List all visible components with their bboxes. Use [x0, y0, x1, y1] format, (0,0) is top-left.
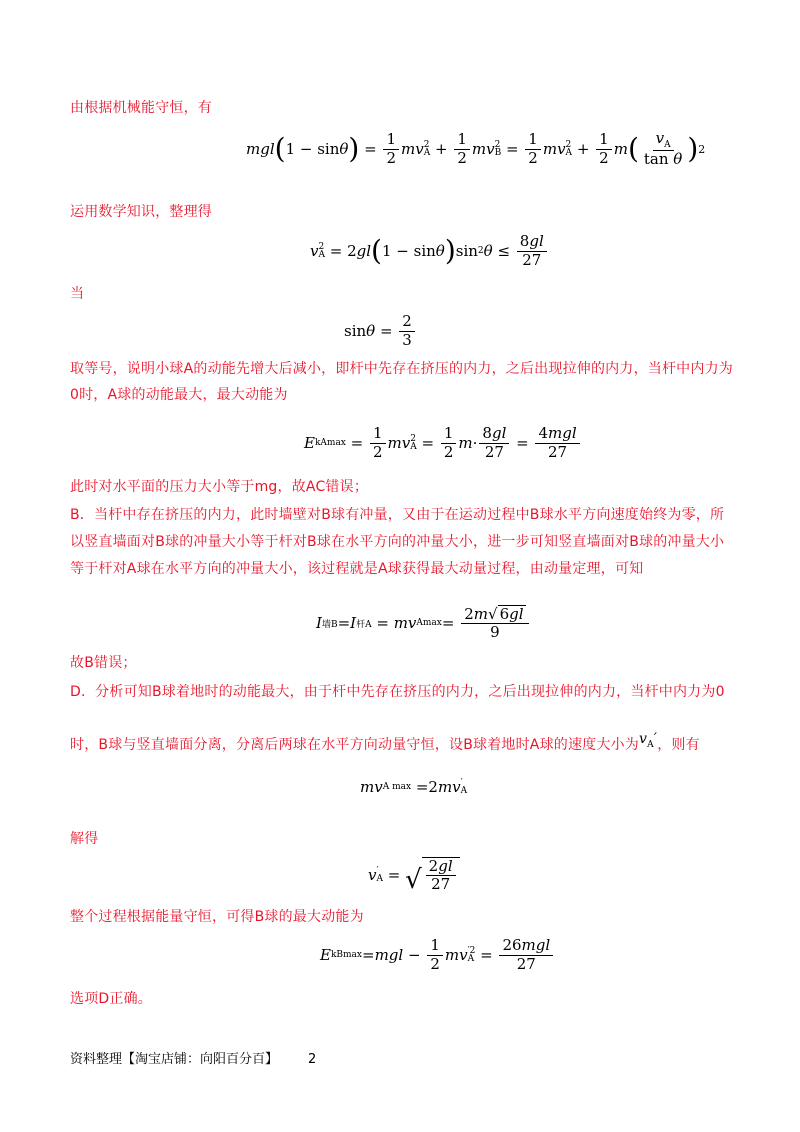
text-option-d-line2: 时，B球与竖直墙面分离，分离后两球在水平方向动量守恒，设B球着地时A球的速度大小为$v_A'$，则有: [70, 731, 700, 753]
equation-sin-theta: sin θ = $\frac{2}{3}$: [344, 308, 417, 354]
equation-va-prime: v ′ A = √ $\frac{2gl}{27}$: [368, 852, 460, 898]
equation-va-squared: v 2 A = 2 gl ( 1 − sin θ ) sin 2 θ ≤ $\frac{8gl}{27}$: [310, 228, 549, 274]
text-max-kinetic-b: 整个过程根据能量守恒，可得B球的最大动能为: [70, 909, 364, 925]
equation-ek-a-max: E kAmax = $\frac{1}{2}$ mv 2 A = $\frac{1}{2}$ m · $\frac{8gl}{27}$ = $\frac{\text{4mgl}}{27}$: [304, 420, 582, 466]
equation-impulse: I 墙B = I 杆A = mv Amax = 2m√ 6gl 9: [316, 600, 531, 646]
equation-momentum: mv A max =2 mv ′ A: [360, 777, 468, 796]
text-b-wrong: 故B错误；: [70, 655, 137, 671]
page-number: 2: [308, 1052, 317, 1067]
footer-source: 资料整理【淘宝店铺：向阳百分百】: [70, 1052, 279, 1067]
text-when: 当: [70, 286, 85, 302]
text-option-b: B．当杆中存在挤压的内力，此时墙壁对B球有冲量，又由于在运动过程中B球水平方向速度始终为零，所以竖直墙面对B球的冲量大小等于杆对B球在水平方向的冲量大小，进一步可知竖直墙面对B球的冲量大小等于杆对A球在水平方向的冲量大小，该过程就是A球获得最大动量过程，由动量定理，可知: [70, 507, 725, 577]
text-pressure-mg: 此时对水平面的压力大小等于mg，故AC错误；: [70, 479, 369, 495]
text-max-kinetic-a: 取等号，说明小球A的动能先增大后减小，即杆中先存在挤压的内力，之后出现拉伸的内力，当杆中内力为0时，A球的动能最大，最大动能为: [70, 361, 733, 403]
text-option-d-line1: D．分析可知B球着地时的动能最大，由于杆中先存在挤压的内力，之后出现拉伸的内力，当杆中内力为0: [70, 684, 725, 700]
page-footer: [70, 1048, 316, 1067]
text-math-simplify: 运用数学知识，整理得: [70, 204, 212, 220]
text-solve: 解得: [70, 831, 99, 847]
text-option-d-line2-start: 时，B球与竖直墙面分离，分离后两球在水平方向动量守恒，设B球着地时A球的速度大小为: [70, 737, 639, 753]
equation-ek-b-max: E kBmax = mgl − $\frac{1}{2}$ mv ′2 A = $\frac{\text{26mgl}}{27}$: [320, 932, 555, 978]
text-option-d-line2-end: ，则有: [657, 737, 700, 753]
text-d-correct: 选项D正确。: [70, 991, 152, 1007]
equation-energy-conservation: mgl ( 1 − sin θ ) = $\frac{1}{2}$ mv 2 A + $\frac{1}{2}$ mv 2 B = $\frac{1}{2}$ mv 2 A + $\frac{1}{2}$ m ( $\frac{v_A}{\text{tan θ}}$ ) 2: [246, 128, 706, 169]
text-energy-conservation: 由根据机械能守恒，有: [70, 100, 212, 116]
